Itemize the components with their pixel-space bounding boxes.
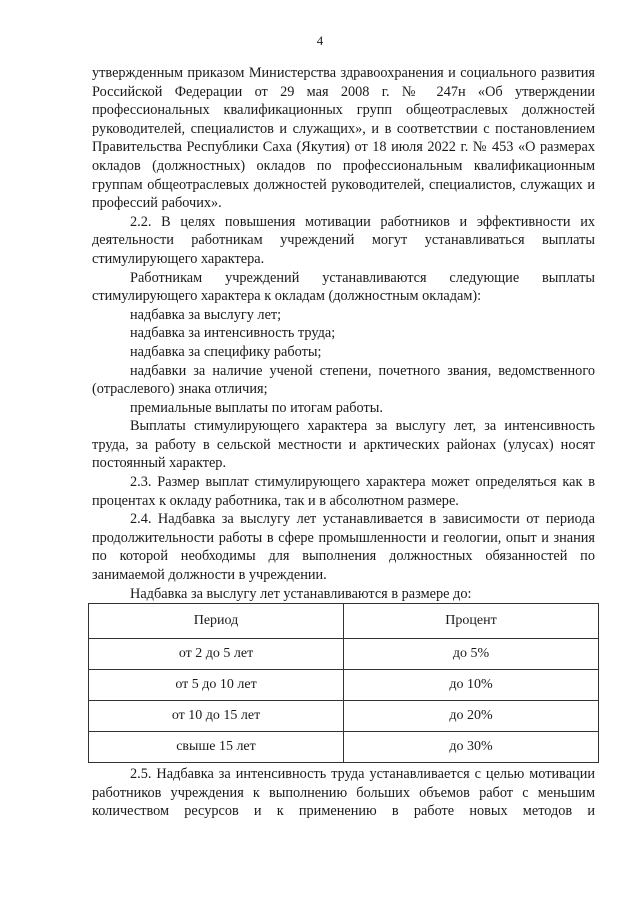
paragraph-payments-intro: Работникам учреждений устанавливаются следующие выплаты стимулирующего характера к окладам (должностным окладам): bbox=[92, 269, 595, 305]
table-header-row bbox=[89, 604, 599, 639]
list-item: надбавка за выслугу лет; bbox=[130, 306, 282, 323]
paragraph-permanent-payments: Выплаты стимулирующего характера за выслугу лет, за интенсивность труда, за работу в сельской местности и арктических районах (улусах) носят постоянный характер. bbox=[92, 418, 595, 472]
list-item: надбавки за наличие ученой степени, почетного звания, ведомственного (отраслевого) знака отличия; bbox=[92, 362, 595, 398]
paragraph-2-2: 2.2. В целях повышения мотивации работников и эффективности их деятельности работникам учреждений могут устанавливаться выплаты стимулирующего характера. bbox=[92, 213, 595, 267]
table-row bbox=[89, 732, 599, 763]
page-number: 4 bbox=[316, 33, 324, 48]
table-row bbox=[89, 670, 599, 701]
paragraph-2-5: 2.5. Надбавка за интенсивность труда устанавливается с целью мотивации работников учреждения к выполнению больших объемов работ с меньшим количеством ресурсов и к применению в работе новых методов и bbox=[92, 766, 595, 820]
table-cell-period: от 2 до 5 лет bbox=[89, 639, 344, 670]
paragraph-table-intro: Надбавка за выслугу лет устанавливаются в размере до: bbox=[130, 585, 472, 602]
seniority-allowance-table bbox=[88, 603, 599, 763]
table-header-percent: Процент bbox=[344, 604, 599, 639]
table-header-period: Период bbox=[89, 604, 344, 639]
table-cell-period: от 5 до 10 лет bbox=[89, 670, 344, 701]
table-cell-percent: до 5% bbox=[344, 639, 599, 670]
paragraph-continuation: утвержденным приказом Министерства здравоохранения и социального развития Российской Федерации от 29 мая 2008 г. № 247н «Об утверждении профессиональных квалификационных групп общеотраслевых должностей руководителей, специалистов и служащих», и в соответствии с постановлением Правительства Республики Саха (Якутия) от 18 июля 2022 г. № 453 «О размерах окладов (должностных) окладов по профессиональным квалификационным группам общеотраслевых должностей руководителей, специалистов, служащих и профессий рабочих». bbox=[92, 65, 595, 212]
table-cell-percent: до 20% bbox=[344, 701, 599, 732]
list-item: надбавка за специфику работы; bbox=[130, 343, 322, 360]
table-cell-percent: до 10% bbox=[344, 670, 599, 701]
paragraph-2-4: 2.4. Надбавка за выслугу лет устанавливается в зависимости от периода продолжительности работы в сфере промышленности и геологии, опыт и знания по которой необходимы для выполнения должностных обязанностей по занимаемой должности в учреждении. bbox=[92, 511, 595, 584]
table-cell-period: от 10 до 15 лет bbox=[89, 701, 344, 732]
paragraph-2-3: 2.3. Размер выплат стимулирующего характера может определяться как в процентах к окладу работника, так и в абсолютном размере. bbox=[92, 474, 595, 509]
list-item: премиальные выплаты по итогам работы. bbox=[130, 399, 383, 416]
list-item: надбавка за интенсивность труда; bbox=[130, 325, 336, 342]
table-row bbox=[89, 701, 599, 732]
table-cell-period: свыше 15 лет bbox=[89, 732, 344, 763]
table-row bbox=[89, 639, 599, 670]
document-body bbox=[92, 64, 595, 821]
table-cell-percent: до 30% bbox=[344, 732, 599, 763]
